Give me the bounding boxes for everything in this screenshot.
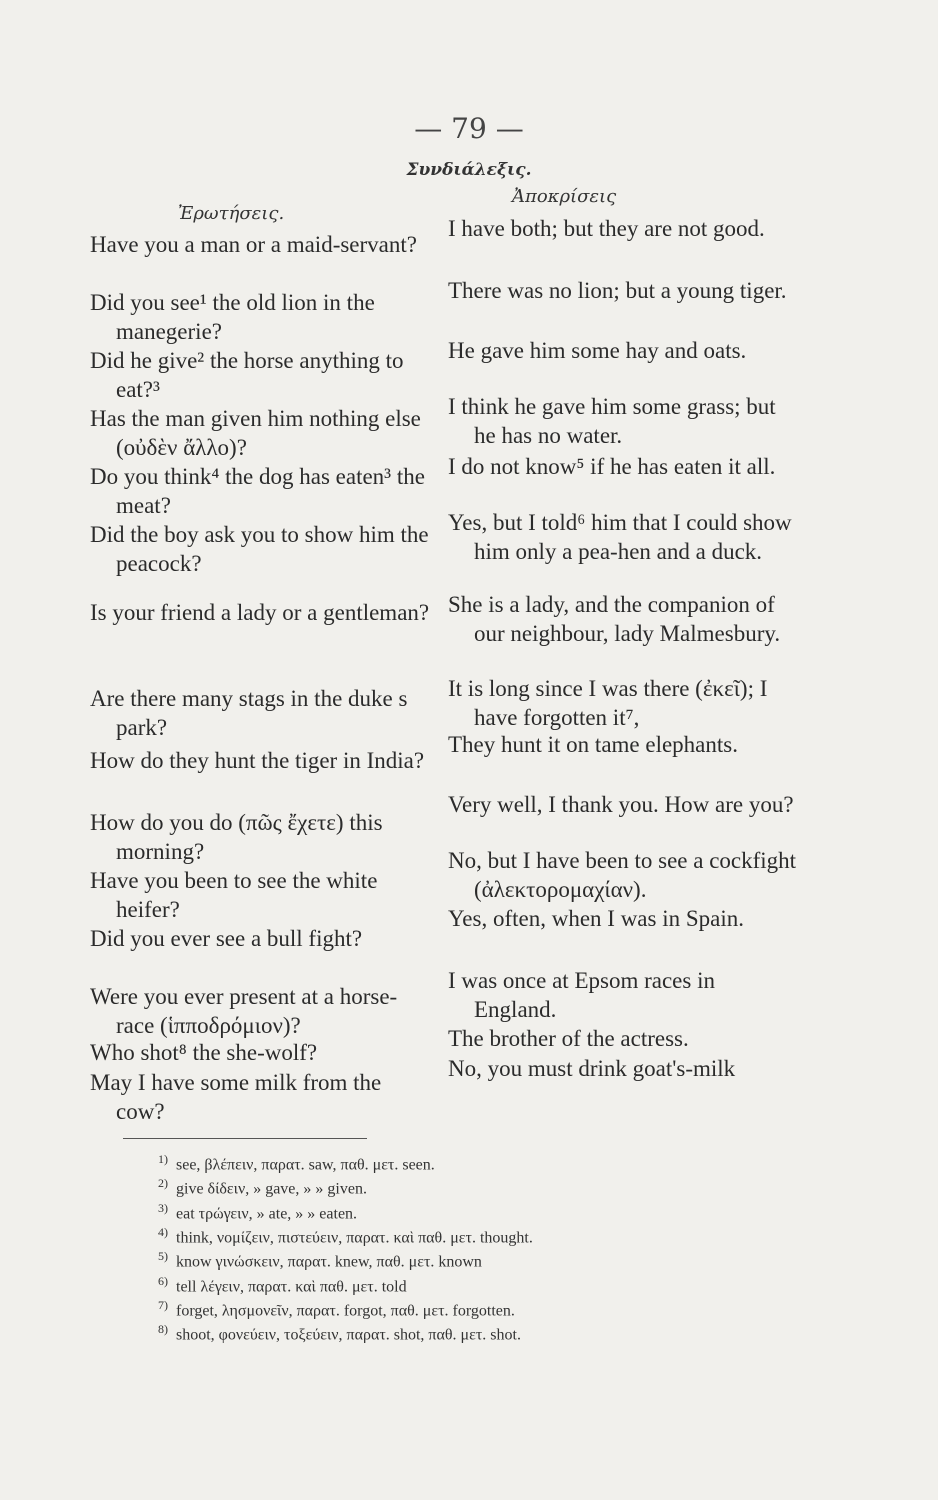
- answers-header: Ἀποκρίσεις: [512, 186, 617, 207]
- answer-4: I think he gave him some grass; but he has no water.: [448, 394, 776, 448]
- footnote-number: 3): [158, 1200, 168, 1215]
- footnote-text: forget, λησμονεῖν, παρατ. forgot, παθ. μετ. forgotten.: [176, 1302, 515, 1320]
- question-15: May I have some milk from the cow?: [90, 1070, 382, 1124]
- footnotes: [158, 1150, 758, 1345]
- footnote: [158, 1223, 758, 1247]
- answer-5: I do not know⁵ if he has eaten it all.: [448, 454, 776, 479]
- question-1: Have you a man or a maid-servant?: [90, 232, 417, 257]
- answer-13: I was once at Epsom races in England.: [448, 968, 715, 1022]
- footnote: [158, 1247, 758, 1271]
- question-11: Have you been to see the white heifer?: [90, 868, 378, 922]
- footnote-text: see, βλέπειν, παρατ. saw, παθ. μετ. seen.: [176, 1156, 435, 1174]
- answer-11: No, but I have been to see a cockfight (ἀλεκτορομαχίαν).: [448, 848, 797, 902]
- question-14: Who shot⁸ the she-wolf?: [90, 1040, 318, 1065]
- answer-8: It is long since I was there (ἐκεῖ); I have forgotten it⁷,: [448, 676, 768, 730]
- question-8: Are there many stags in the duke s park?: [90, 686, 408, 740]
- footnote-number: 1): [158, 1152, 168, 1166]
- footnote-number: 8): [158, 1322, 168, 1337]
- footnote: [158, 1174, 758, 1198]
- footnote: [158, 1320, 758, 1344]
- footnote: [158, 1150, 758, 1174]
- page-number: — 79 —: [414, 112, 524, 145]
- footnote-text: think, νομίζειν, πιστεύειν, παρατ. καὶ παθ. μετ. thought.: [176, 1229, 533, 1247]
- question-13: Were you ever present at a horse-race (ἱπποδρόμιον)?: [90, 984, 398, 1038]
- footnote-text: give δίδειν, » gave, » » given.: [176, 1180, 367, 1198]
- question-10: How do you do (πῶς ἔχετε) this morning?: [90, 810, 383, 864]
- answer-14: The brother of the actress.: [448, 1026, 689, 1051]
- footnote-divider: [123, 1138, 367, 1139]
- answer-6: Yes, but I told⁶ him that I could show him only a pea-hen and a duck.: [448, 510, 792, 564]
- footnote-number: 7): [158, 1297, 168, 1312]
- answer-9: They hunt it on tame elephants.: [448, 732, 738, 757]
- footnote-number: 5): [158, 1249, 168, 1264]
- question-6: Did the boy ask you to show him the peacock?: [90, 522, 429, 576]
- answer-7: She is a lady, and the companion of our neighbour, lady Malmesbury.: [448, 592, 781, 646]
- answer-3: He gave him some hay and oats.: [448, 338, 747, 363]
- question-4: Has the man given him nothing else (οὐδὲν ἄλλο)?: [90, 406, 421, 460]
- footnote-number: 6): [158, 1273, 168, 1288]
- footnote-text: eat τρώγειν, » ate, » » eaten.: [176, 1204, 358, 1222]
- footnote-text: tell λέγειν, παρατ. καὶ παθ. μετ. told: [176, 1277, 407, 1295]
- answer-10: Very well, I thank you. How are you?: [448, 792, 794, 817]
- footnote: [158, 1296, 758, 1320]
- question-2: Did you see¹ the old lion in the manegerie?: [90, 290, 375, 344]
- question-3: Did he give² the horse anything to eat?³: [90, 348, 404, 402]
- footnote-number: 2): [158, 1176, 168, 1191]
- answer-15: No, you must drink goat's-milk: [448, 1056, 736, 1081]
- question-12: Did you ever see a bull fight?: [90, 926, 363, 951]
- section-title: Συνδιάλεξις.: [406, 160, 532, 180]
- questions-header: Ἐρωτήσεις.: [178, 203, 285, 224]
- footnote-text: shoot, φονεύειν, τοξεύειν, παρατ. shot, παθ. μετ. shot.: [176, 1326, 521, 1344]
- footnote: [158, 1199, 758, 1223]
- question-5: Do you think⁴ the dog has eaten³ the meat?: [90, 464, 425, 518]
- answer-12: Yes, often, when I was in Spain.: [448, 906, 745, 931]
- footnote-number: 4): [158, 1224, 168, 1239]
- question-9: How do they hunt the tiger in India?: [90, 748, 425, 773]
- answer-2: There was no lion; but a young tiger.: [448, 278, 787, 303]
- question-7: Is your friend a lady or a gentleman?: [90, 600, 430, 625]
- answer-1: I have both; but they are not good.: [448, 216, 765, 241]
- footnote-text: know γινώσκειν, παρατ. knew, παθ. μετ. known: [176, 1253, 482, 1271]
- footnote: [158, 1272, 758, 1296]
